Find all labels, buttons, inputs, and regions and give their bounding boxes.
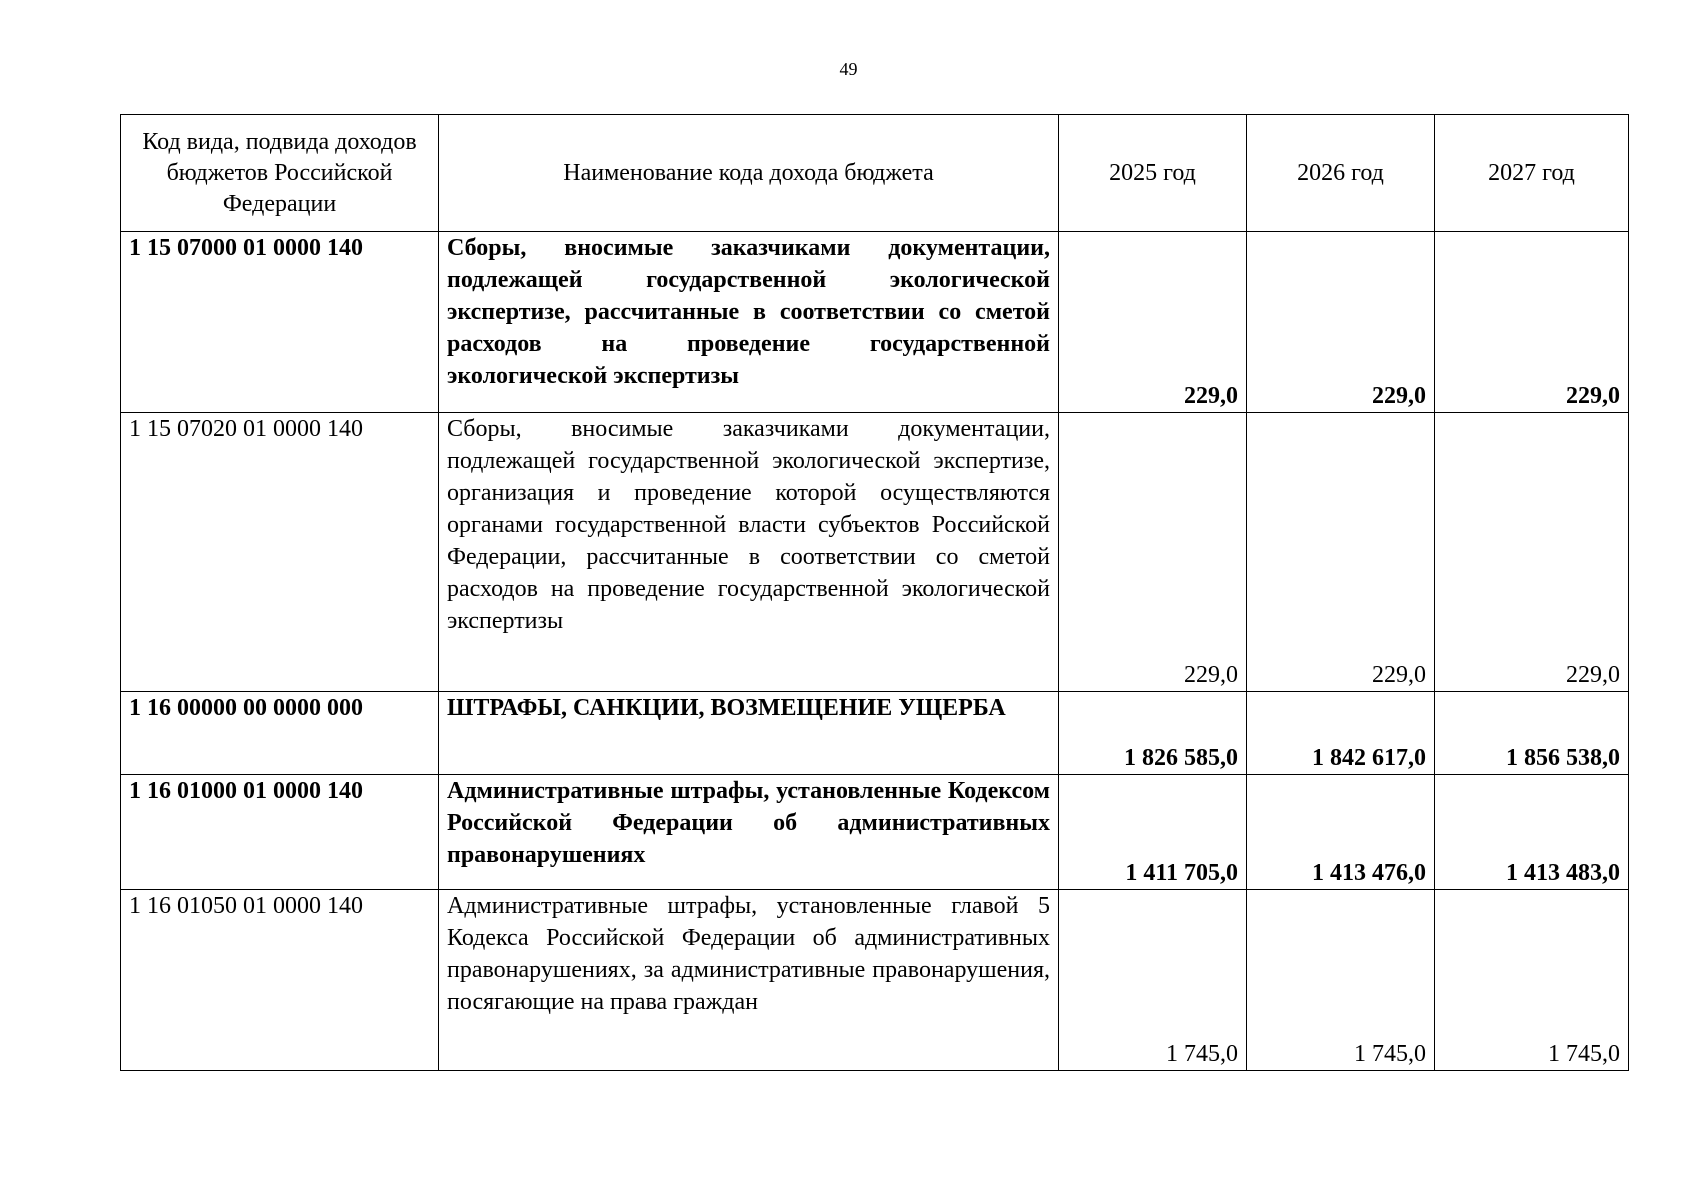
header-2027: 2027 год <box>1435 115 1629 232</box>
table-header-row <box>121 115 1629 232</box>
row-value-2026: 229,0 <box>1247 232 1435 413</box>
row-name: Сборы, вносимые заказчиками документации, подлежащей государственной экологической экспертизе, организация и проведение которой осуществляются органами государственной власти субъектов Российской Федерации, рассчитанные в соответствии со сметой расходов на проведение государственной экологической экспертизы <box>439 413 1059 692</box>
budget-revenue-table <box>120 114 1629 1071</box>
row-name: Административные штрафы, установленные Кодексом Российской Федерации об административных правонарушениях <box>439 775 1059 890</box>
row-name: Сборы, вносимые заказчиками документации, подлежащей государственной экологической экспертизе, рассчитанные в соответствии со сметой расходов на проведение государственной экологической экспертизы <box>439 232 1059 413</box>
row-value-2026: 1 745,0 <box>1247 890 1435 1071</box>
header-code: Код вида, подвида доходов бюджетов Российской Федерации <box>121 115 439 232</box>
table-row <box>121 692 1629 775</box>
header-2026: 2026 год <box>1247 115 1435 232</box>
table-row <box>121 232 1629 413</box>
row-value-2027: 229,0 <box>1435 413 1629 692</box>
row-value-2026: 1 413 476,0 <box>1247 775 1435 890</box>
row-value-2027: 1 745,0 <box>1435 890 1629 1071</box>
row-code: 1 15 07020 01 0000 140 <box>121 413 439 692</box>
row-code: 1 15 07000 01 0000 140 <box>121 232 439 413</box>
row-value-2025: 1 745,0 <box>1059 890 1247 1071</box>
row-value-2025: 229,0 <box>1059 232 1247 413</box>
page-number: 49 <box>839 59 858 79</box>
table-row <box>121 890 1629 1071</box>
header-2025: 2025 год <box>1059 115 1247 232</box>
row-code: 1 16 00000 00 0000 000 <box>121 692 439 775</box>
row-value-2027: 229,0 <box>1435 232 1629 413</box>
row-name: ШТРАФЫ, САНКЦИИ, ВОЗМЕЩЕНИЕ УЩЕРБА <box>439 692 1059 775</box>
row-value-2025: 229,0 <box>1059 413 1247 692</box>
table-row <box>121 413 1629 692</box>
row-name: Административные штрафы, установленные главой 5 Кодекса Российской Федерации об административных правонарушениях, за административные правонарушения, посягающие на права граждан <box>439 890 1059 1071</box>
row-value-2027: 1 413 483,0 <box>1435 775 1629 890</box>
row-code: 1 16 01000 01 0000 140 <box>121 775 439 890</box>
row-value-2027: 1 856 538,0 <box>1435 692 1629 775</box>
table-row <box>121 775 1629 890</box>
row-value-2025: 1 411 705,0 <box>1059 775 1247 890</box>
row-code: 1 16 01050 01 0000 140 <box>121 890 439 1071</box>
header-name: Наименование кода дохода бюджета <box>439 115 1059 232</box>
row-value-2026: 1 842 617,0 <box>1247 692 1435 775</box>
row-value-2026: 229,0 <box>1247 413 1435 692</box>
row-value-2025: 1 826 585,0 <box>1059 692 1247 775</box>
